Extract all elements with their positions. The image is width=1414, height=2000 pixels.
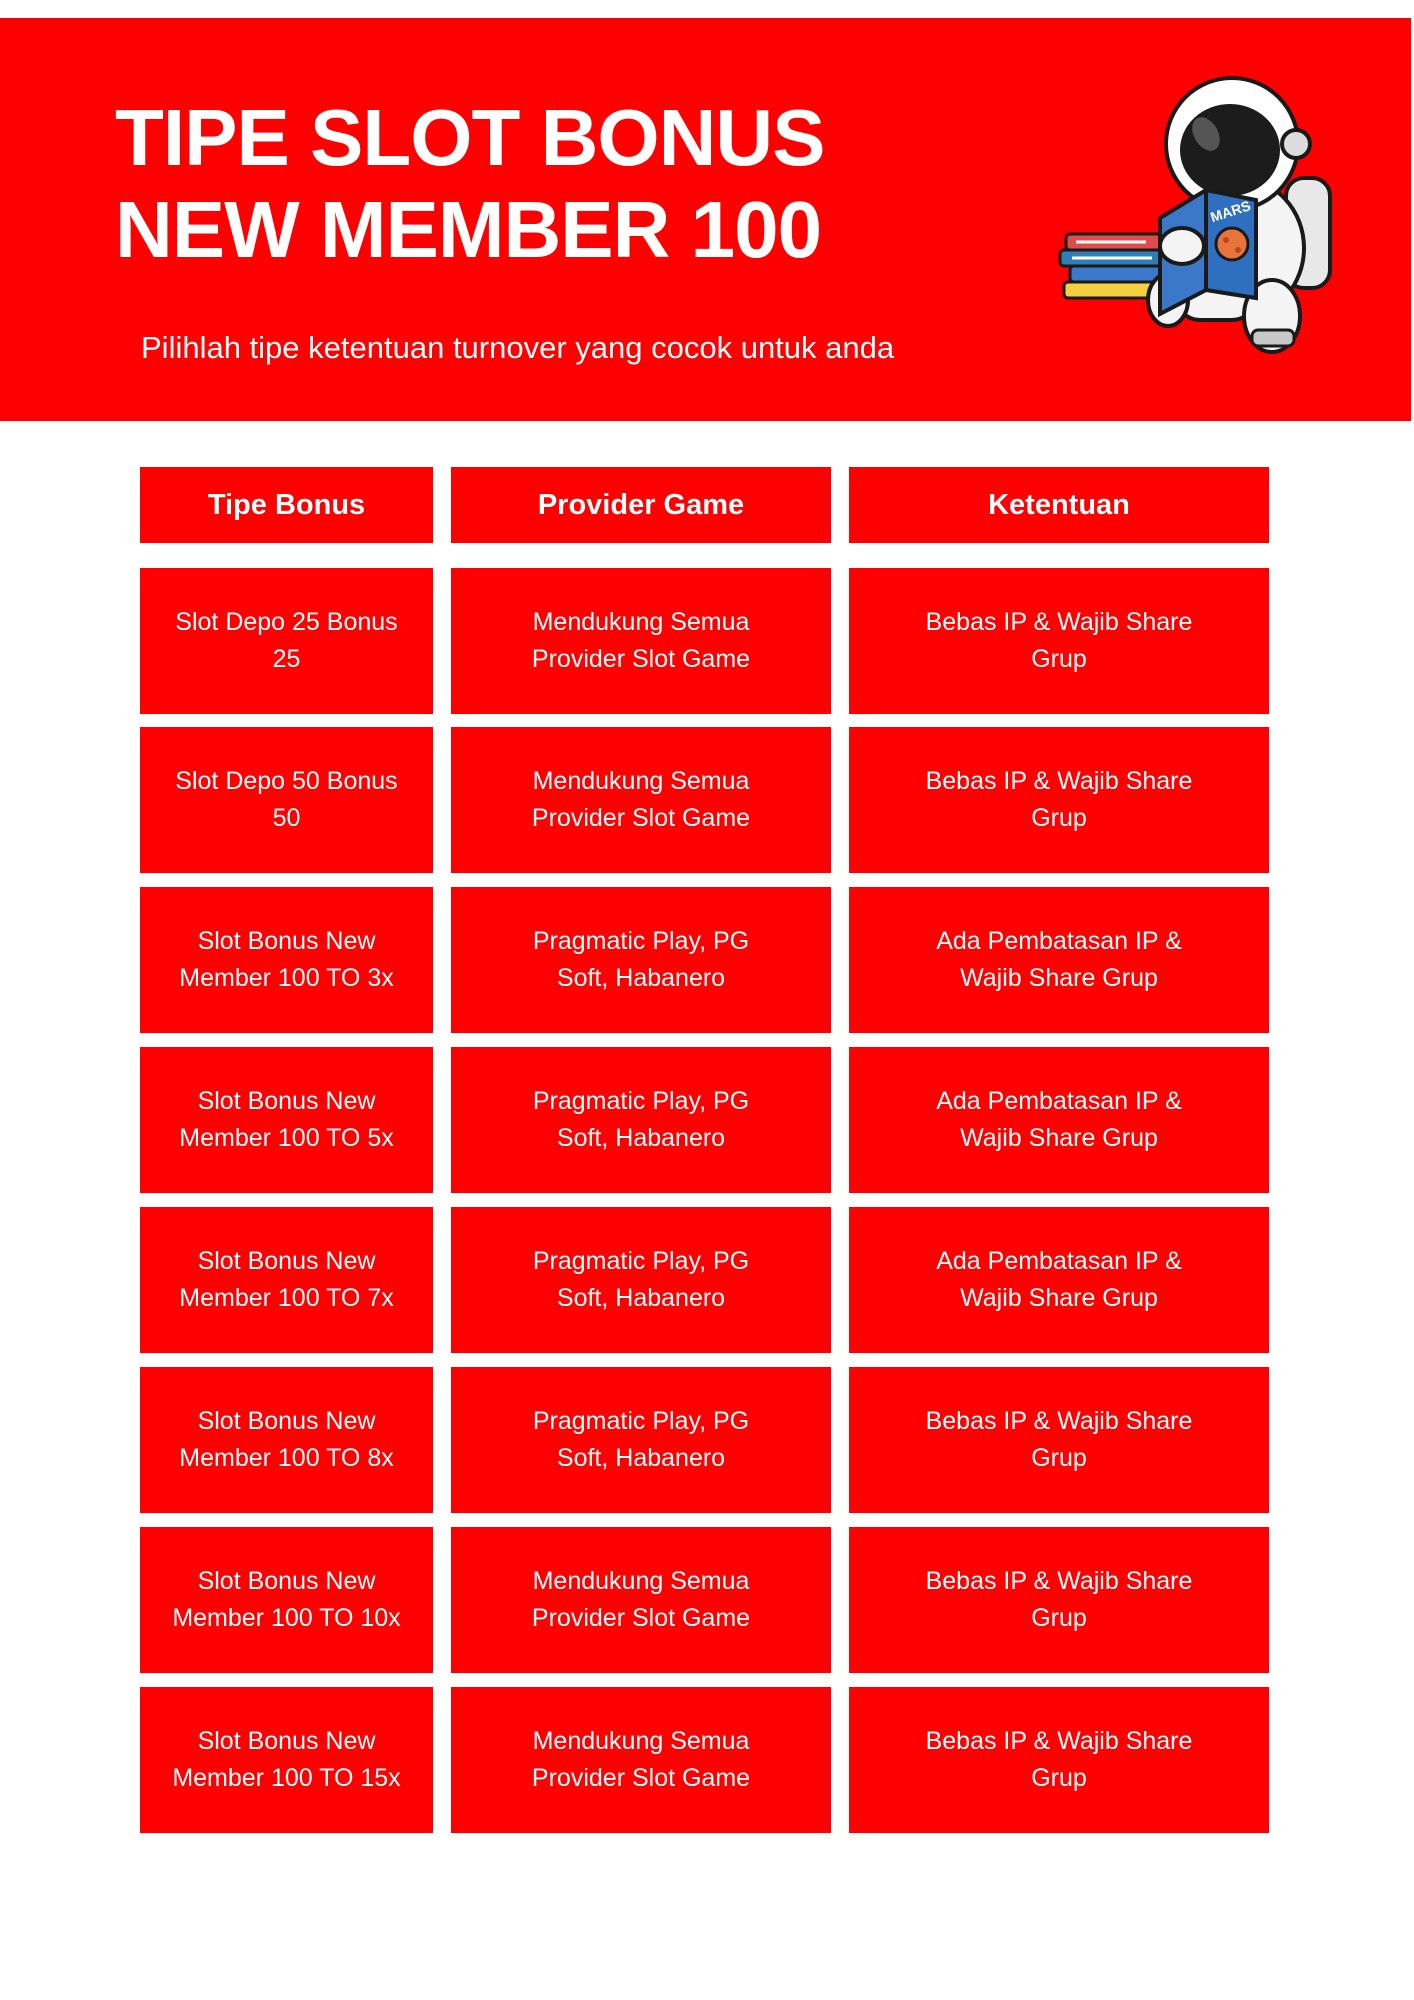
- cell-text: Pragmatic Play, PG Soft, Habanero: [532, 927, 750, 992]
- cell-text: Ada Pembatasan IP & Wajib Share Grup: [936, 927, 1182, 992]
- header-label: Ketentuan: [988, 488, 1130, 521]
- cell-text: Bebas IP & Wajib Share Grup: [925, 767, 1193, 832]
- header-ketentuan: [849, 467, 1269, 543]
- page-title-line-2: NEW MEMBER 100: [115, 185, 822, 274]
- table-cell-ketentuan: [849, 1367, 1269, 1513]
- cell-text: Mendukung Semua Provider Slot Game: [531, 1727, 751, 1792]
- book-label: MARS: [1208, 197, 1253, 226]
- astronaut-reading-book-icon: [1056, 68, 1356, 368]
- table-cell-ketentuan: [849, 1207, 1269, 1353]
- table-cell-provider: [451, 887, 831, 1033]
- cell-text: Slot Bonus New Member 100 TO 15x: [172, 1727, 401, 1792]
- table-cell-tipe-bonus: [140, 1047, 433, 1193]
- table-cell-provider: [451, 1207, 831, 1353]
- page-title-line-1: TIPE SLOT BONUS: [115, 93, 825, 182]
- table-cell-provider: [451, 568, 831, 714]
- cell-text: Slot Bonus New Member 100 TO 5x: [179, 1087, 394, 1152]
- cell-text: Bebas IP & Wajib Share Grup: [925, 608, 1193, 673]
- header-label: Provider Game: [537, 488, 745, 521]
- table-cell-tipe-bonus: [140, 727, 433, 873]
- table-cell-provider: [451, 1527, 831, 1673]
- table-cell-ketentuan: [849, 568, 1269, 714]
- cell-text: Slot Bonus New Member 100 TO 3x: [179, 927, 394, 992]
- header-label: Tipe Bonus: [207, 488, 366, 521]
- cell-text: Mendukung Semua Provider Slot Game: [531, 608, 751, 673]
- cell-text: Pragmatic Play, PG Soft, Habanero: [532, 1247, 750, 1312]
- cell-text: Bebas IP & Wajib Share Grup: [925, 1407, 1193, 1472]
- cell-text: Slot Bonus New Member 100 TO 10x: [172, 1567, 401, 1632]
- cell-text: Bebas IP & Wajib Share Grup: [925, 1727, 1193, 1792]
- cell-text: Mendukung Semua Provider Slot Game: [531, 1567, 751, 1632]
- page-title: [115, 92, 825, 276]
- cell-text: Slot Depo 50 Bonus 50: [175, 767, 398, 832]
- cell-text: Ada Pembatasan IP & Wajib Share Grup: [936, 1087, 1182, 1152]
- table-cell-tipe-bonus: [140, 1687, 433, 1833]
- cell-text: Mendukung Semua Provider Slot Game: [531, 767, 751, 832]
- cell-text: Ada Pembatasan IP & Wajib Share Grup: [936, 1247, 1182, 1312]
- table-cell-tipe-bonus: [140, 1367, 433, 1513]
- table-cell-provider: [451, 1367, 831, 1513]
- header-provider-game: [451, 467, 831, 543]
- table-cell-tipe-bonus: [140, 568, 433, 714]
- cell-text: Slot Depo 25 Bonus 25: [175, 608, 398, 673]
- table-cell-provider: [451, 1687, 831, 1833]
- table-cell-ketentuan: [849, 1047, 1269, 1193]
- table-cell-ketentuan: [849, 887, 1269, 1033]
- table-cell-ketentuan: [849, 1527, 1269, 1673]
- table-cell-ketentuan: [849, 1687, 1269, 1833]
- cell-text: Pragmatic Play, PG Soft, Habanero: [532, 1087, 750, 1152]
- header-tipe-bonus: [140, 467, 433, 543]
- cell-text: Bebas IP & Wajib Share Grup: [925, 1567, 1193, 1632]
- table-cell-provider: [451, 1047, 831, 1193]
- table-cell-ketentuan: [849, 727, 1269, 873]
- table-cell-tipe-bonus: [140, 1527, 433, 1673]
- page-subtitle: Pilihlah tipe ketentuan turnover yang cocok untuk anda: [141, 330, 895, 365]
- table-cell-provider: [451, 727, 831, 873]
- cell-text: Slot Bonus New Member 100 TO 7x: [179, 1247, 394, 1312]
- cell-text: Slot Bonus New Member 100 TO 8x: [179, 1407, 394, 1472]
- table-cell-tipe-bonus: [140, 1207, 433, 1353]
- cell-text: Pragmatic Play, PG Soft, Habanero: [532, 1407, 750, 1472]
- table-cell-tipe-bonus: [140, 887, 433, 1033]
